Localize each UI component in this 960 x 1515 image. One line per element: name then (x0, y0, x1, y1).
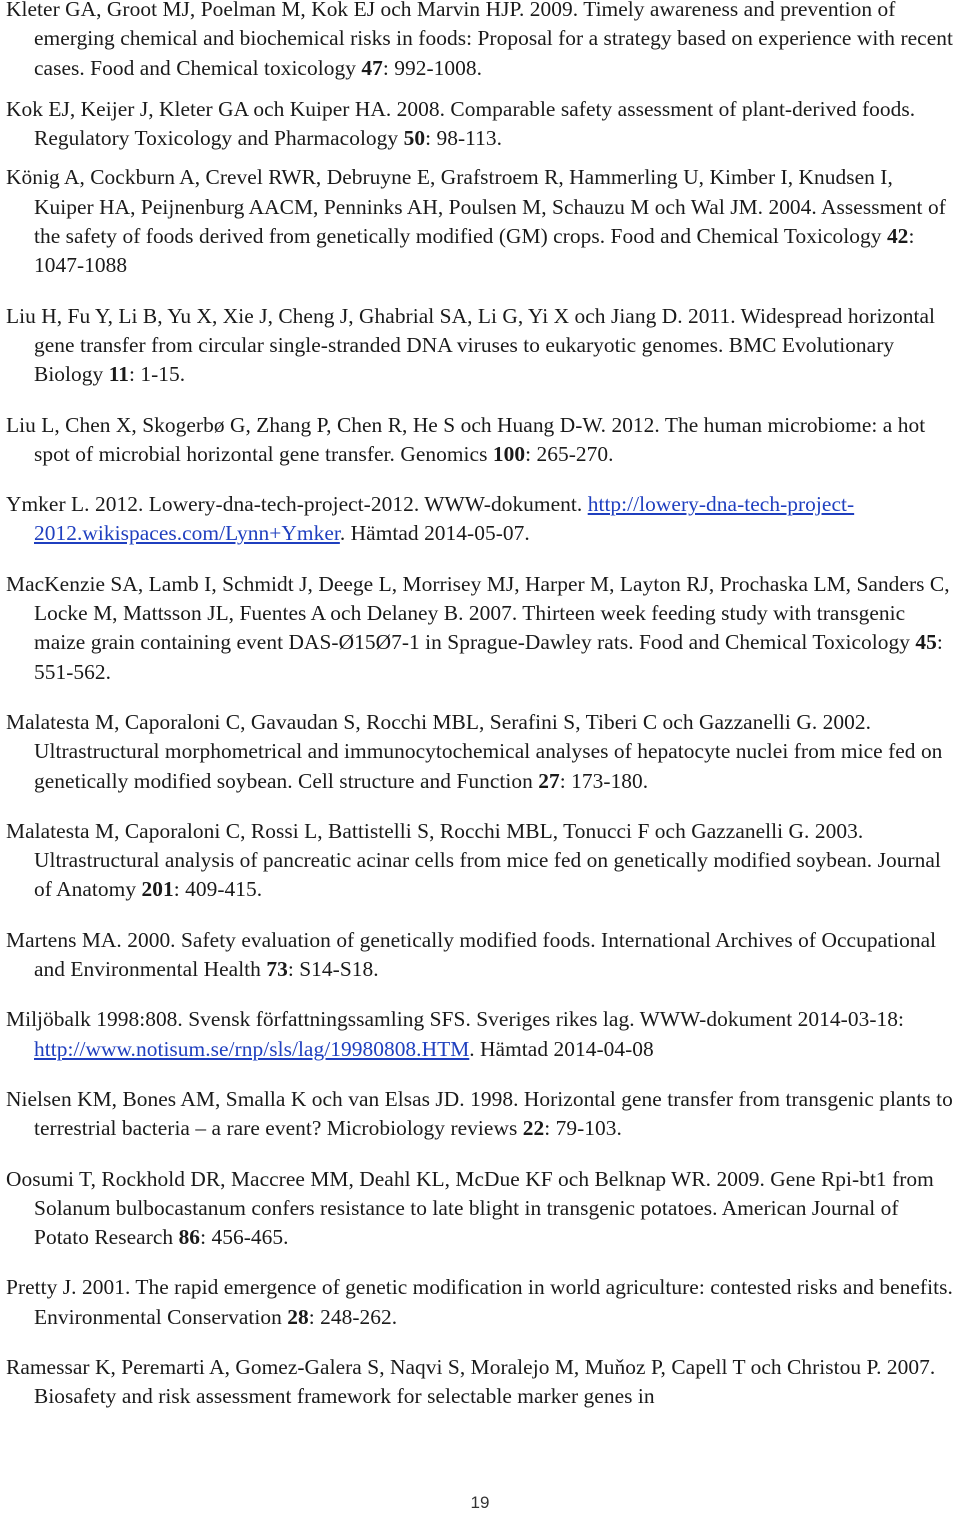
reference-item: Malatesta M, Caporaloni C, Rossi L, Battistelli S, Rocchi MBL, Tonucci F och Gazzanelli G. 2003. Ultrastructural analysis of pancreatic acinar cells from mice fed on genetically modified soybean. Journal of Anatomy 201: 409-415. (6, 818, 941, 902)
reference-item: Liu L, Chen X, Skogerbø G, Zhang P, Chen R, He S och Huang D-W. 2012. The human microbiome: a hot spot of microbial horizontal gene transfer. Genomics 100: 265-270. (6, 412, 926, 466)
reference-list (6, 0, 956, 1433)
reference-item: Martens MA. 2000. Safety evaluation of genetically modified foods. International Archives of Occupational and Environmental Health 73: S14-S18. (6, 927, 937, 982)
reference-item: Liu H, Fu Y, Li B, Yu X, Xie J, Cheng J, Ghabrial SA, Li G, Yi X och Jiang D. 2011. Widespread horizontal gene transfer from circular single-stranded DNA viruses to eukaryotic genomes. BMC Evolutionary Biology 11: 1-15. (6, 303, 936, 387)
reference-item: Pretty J. 2001. The rapid emergence of genetic modification in world agriculture: contested risks and benefits. Environmental Conservation 28: 248-262. (6, 1275, 953, 1329)
reference-item: Kok EJ, Keijer J, Kleter GA och Kuiper HA. 2008. Comparable safety assessment of plant-derived foods. Regulatory Toxicology and Pharmacology 50: 98-113. (6, 96, 916, 151)
reference-item: Ramessar K, Peremarti A, Gomez-Galera S, Naqvi S, Moralejo M, Muňoz P, Capell T och Christou P. 2007. Biosafety and risk assessment framework for selectable marker genes in (6, 1354, 936, 1409)
reference-link[interactable]: http://www.notisum.se/rnp/sls/lag/19980808.HTM (34, 1036, 470, 1061)
reference-item: Kleter GA, Groot MJ, Poelman M, Kok EJ och Marvin HJP. 2009. Timely awareness and prevention of emerging chemical and biochemical risks in foods: Proposal for a strategy based on experience with recent cases. Food and Chemical toxicology 47: 992-1008. (6, 0, 953, 80)
page-number: 19 (470, 1493, 490, 1512)
reference-link[interactable]: http://lowery-dna-tech-project-2012.wikispaces.com/Lynn+Ymker (34, 492, 855, 546)
reference-item: Malatesta M, Caporaloni C, Gavaudan S, Rocchi MBL, Serafini S, Tiberi C och Gazzanelli G. 2002. Ultrastructural morphometrical and immunocytochemical analyses of hepatocyte nuclei from mice fed on genetically modified soybean. Cell structure and Function 27: 173-180. (6, 709, 943, 793)
reference-item: MacKenzie SA, Lamb I, Schmidt J, Deege L, Morrisey MJ, Harper M, Layton RJ, Prochaska LM, Sanders C, Locke M, Mattsson JL, Fuentes A och Delaney B. 2007. Thirteen week feeding study with transgenic maize grain containing event DAS-Ø15Ø7-1 in Sprague-Dawley rats. Food and Chemical Toxicology 45: 551-562. (6, 571, 950, 684)
reference-item: König A, Cockburn A, Crevel RWR, Debruyne E, Grafstroem R, Hammerling U, Kimber I, Knudsen I, Kuiper HA, Peijnenburg AACM, Penninks AH, Poulsen M, Schauzu M och Wal JM. 2004. Assessment of the safety of foods derived from genetically modified (GM) crops. Food and Chemical Toxicology 42: 1047-1088 (6, 165, 946, 278)
reference-item: Ymker L. 2012. Lowery-dna-tech-project-2012. WWW-dokument. http://lowery-dna-tech-project-2012.wikispaces.com/Lynn+Ymker. Hämtad 2014-05-07. (6, 492, 855, 546)
reference-item: Miljöbalk 1998:808. Svensk författningssamling SFS. Sveriges rikes lag. WWW-dokument 2014-03-18: http://www.notisum.se/rnp/sls/lag/19980808.HTM. Hämtad 2014-04-08 (6, 1007, 904, 1061)
reference-item: Nielsen KM, Bones AM, Smalla K och van Elsas JD. 1998. Horizontal gene transfer from transgenic plants to terrestrial bacteria – a rare event? Microbiology reviews 22: 79-103. (6, 1086, 953, 1141)
reference-item: Oosumi T, Rockhold DR, Maccree MM, Deahl KL, McDue KF och Belknap WR. 2009. Gene Rpi-bt1 from Solanum bulbocastanum confers resistance to late blight in transgenic potatoes. American Journal of Potato Research 86: 456-465. (6, 1166, 934, 1250)
